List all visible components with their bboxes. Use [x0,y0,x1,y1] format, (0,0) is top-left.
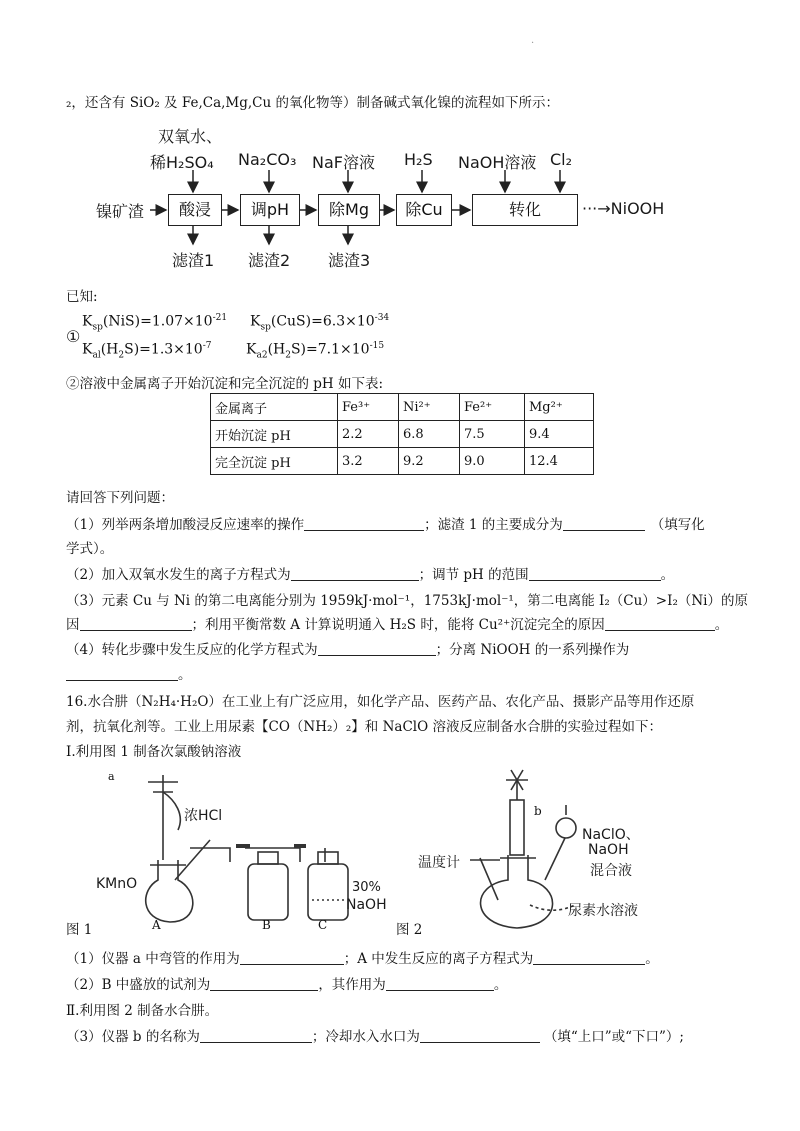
fig1-label-kmno4: KMnO [96,876,138,892]
flow-start: 镍矿渣 [96,202,145,221]
table-cell: 9.2 [399,448,460,475]
p16-question-1: （1）仪器 a 中弯管的作用为 ；A 中发生反应的离子方程式为 。 [66,951,659,967]
table-cell: Ni²⁺ [399,394,460,421]
table-cell: 12.4 [525,448,594,475]
table-cell: Mg²⁺ [525,394,594,421]
fig1-label-A: A [152,918,161,932]
fig2-label-urea: 尿素水溶液 [568,903,638,919]
residue-1: 滤渣1 [172,251,215,270]
reagent-cl2: Cl₂ [550,150,573,169]
answer-blank[interactable] [66,666,178,681]
fig2-label-mix1: NaClO、 [582,827,640,843]
table-header-row [211,394,594,421]
table-title: ②溶液中金属离子开始沉淀和完全沉淀的 pH 如下表: [66,376,384,392]
fig1-label-hcl: 浓HCl [184,808,223,824]
step-remove-mg: 除Mg [318,194,380,226]
answer-blank[interactable] [291,566,419,581]
answer-blank[interactable] [533,950,645,965]
page-mark: · [531,38,535,49]
fig1-label-naoh: NaOH [346,897,387,913]
table-cell: 9.0 [460,448,525,475]
questions-prompt: 请回答下列问题： [66,490,174,506]
p16-question-3: （3）仪器 b 的名称为 ；冷却水入水口为 （填“上口”或“下口”）; [66,1029,684,1045]
table-cell: 6.8 [399,421,460,448]
reagent-naoh: NaOH溶液 [458,153,537,172]
table-cell: Fe³⁺ [338,394,399,421]
ksp-nis: $K_{sp}(NiS)=1.07\times 10^{-21}$ [82,313,228,333]
residue-3: 滤渣3 [328,251,371,270]
problem16-line2: 剂，抗氧化剂等。工业上用尿素【CO（NH₂）₂】和 NaClO 溶液反应制备水合肼的实验过程如下： [66,719,662,735]
fig1-label-a: a [108,770,115,783]
step-adjust-ph: 调pH [240,194,300,226]
question-4: （4）转化步骤中发生反应的化学方程式为 ；分离 NiOOH 的一系列操作为 [66,642,630,658]
reagent-h2so4: 稀H₂SO₄ [150,153,214,172]
answer-blank[interactable] [605,616,715,631]
reagent-h2s: H₂S [404,150,433,169]
flow-product: ···→NiOOH [582,199,665,218]
answer-blank[interactable] [240,950,344,965]
ion-ph-table [210,393,594,475]
problem16-part1: I.利用图 1 制备次氯酸钠溶液 [66,744,242,760]
intro-text: ₂，还含有 SiO₂ 及 Fe,Ca,Mg,Cu 的氧化物等）制备碱式氧化镍的流程如下所示： [66,95,559,111]
problem16-line1: 16.水合肼（N₂H₄·H₂O）在工业上有广泛应用，如化学产品、医药产品、农化产品、摄影产品等用作还原 [66,694,695,710]
answer-blank[interactable] [200,1028,312,1043]
fig1-label-naoh-pct: 30% [352,880,381,895]
table-cell: 2.2 [338,421,399,448]
p16-part2: Ⅱ.利用图 2 制备水合肼。 [66,1003,219,1019]
answer-blank[interactable] [304,516,424,531]
p16-question-2: （2）B 中盛放的试剂为 ，其作用为 。 [66,977,508,993]
table-row [211,448,594,475]
figure1-apparatus [146,775,348,922]
answer-blank[interactable] [318,641,436,656]
answer-blank[interactable] [80,616,192,631]
reagent-h2o2: 双氧水、 [158,127,223,146]
fig1-label-B: B [262,918,271,932]
table-cell: 完全沉淀 pH [211,448,338,475]
answer-blank[interactable] [420,1028,540,1043]
table-row [211,421,594,448]
reagent-naf: NaF溶液 [312,153,375,172]
fig2-label-mix3: 混合液 [590,863,632,879]
answer-blank[interactable] [210,976,318,991]
table-cell: Fe²⁺ [460,394,525,421]
ksp-cus: $K_{sp}(CuS)=6.3\times 10^{-34}$ [250,313,390,333]
residue-2: 滤渣2 [248,251,291,270]
step-acid-leach: 酸浸 [168,194,222,226]
table-cell: 9.4 [525,421,594,448]
known-label: 已知: [66,289,98,305]
fig2-label-thermometer: 温度计 [418,855,460,871]
fig2-label-mix2: NaOH [588,842,629,858]
figure2-apparatus [470,770,576,928]
question-1-cont: 学式）。 [66,541,114,557]
figure-1-caption: 图 1 [66,922,93,938]
ka2-h2s: $K_{a2}(H_2S)=7.1\times 10^{-15}$ [246,341,385,361]
question-3: （3）元素 Cu 与 Ni 的第二电离能分别为 1959kJ·mol⁻¹，1753kJ·mol⁻¹，第二电离能 I₂（Cu）>I₂（Ni）的原 [66,593,748,609]
question-1: （1）列举两条增加酸浸反应速率的操作 ；滤渣 1 的主要成分为 （填写化 [66,517,705,533]
table-cell: 开始沉淀 pH [211,421,338,448]
ka1-h2s: $K_{al}(H_2S)=1.3\times 10^{-7}$ [82,341,212,361]
known-circle-1: ① [66,327,81,346]
step-conversion: 转化 [472,194,578,226]
table-cell: 3.2 [338,448,399,475]
step-remove-cu: 除Cu [396,194,452,226]
answer-blank[interactable] [386,976,494,991]
answer-blank[interactable] [563,516,645,531]
answer-blank[interactable] [529,566,661,581]
fig2-label-b: b [534,804,542,818]
question-4-cont: 。 [66,663,192,683]
question-2: （2）加入双氧水发生的离子方程式为 ；调节 pH 的范围 。 [66,567,675,583]
fig1-label-C: C [318,918,328,932]
figure-2-caption: 图 2 [396,922,423,938]
question-3-cont: 因 ；利用平衡常数 A 计算说明通入 H₂S 时，能将 Cu²⁺沉淀完全的原因 。 [66,617,729,633]
reagent-na2co3: Na₂CO₃ [238,150,297,169]
table-cell: 7.5 [460,421,525,448]
table-cell: 金属离子 [211,394,338,421]
